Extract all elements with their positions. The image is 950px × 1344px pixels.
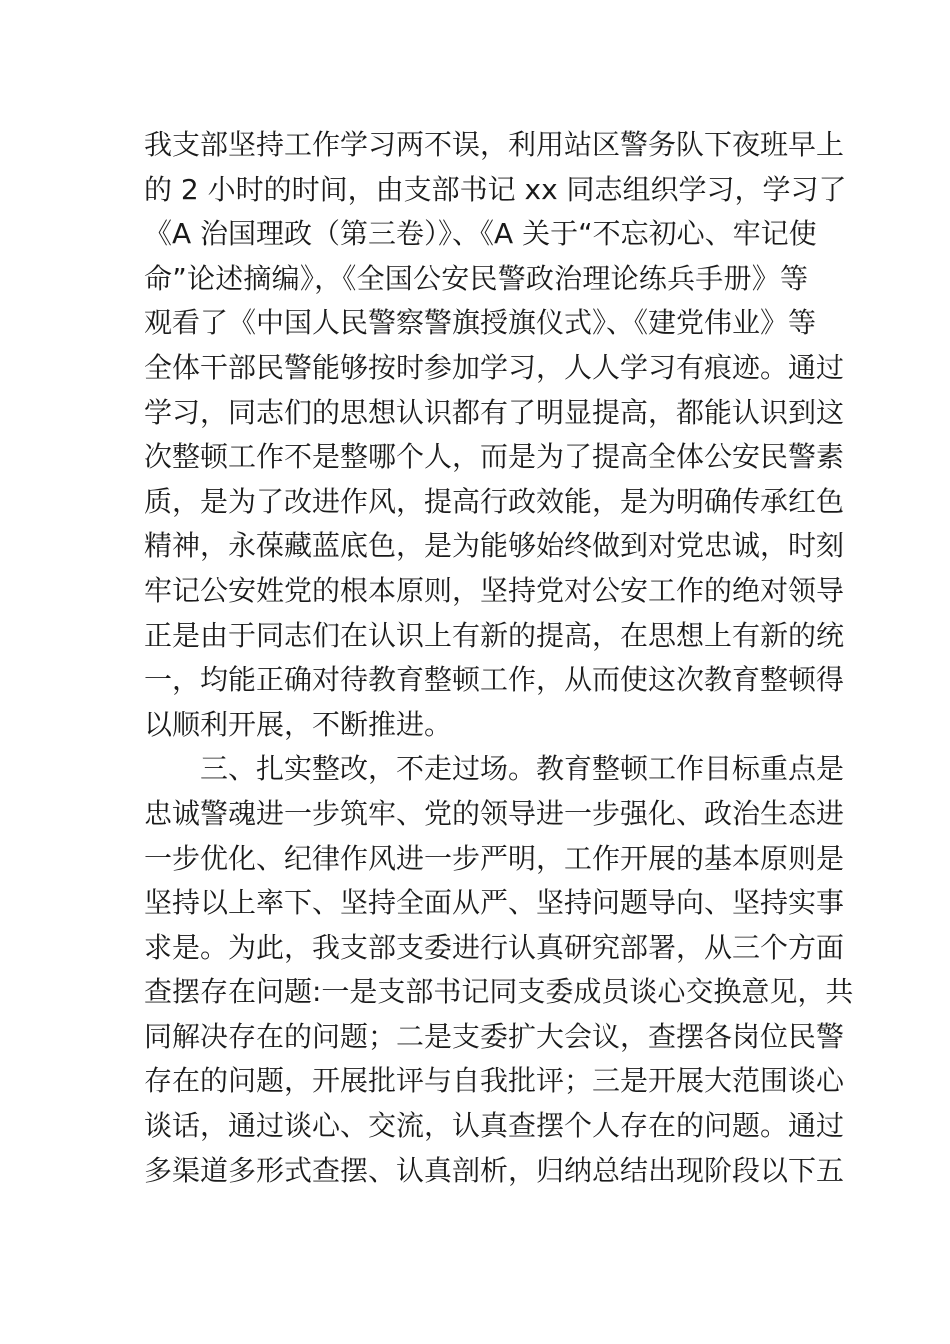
text-line: 求是。为此，我支部支委进行认真研究部署，从三个方面 (144, 930, 845, 964)
text-line: 正是由于同志们在认识上有新的提高，在思想上有新的统 (144, 618, 845, 652)
text-line: 的 2 小时的时间，由支部书记 xx 同志组织学习，学习了 (144, 172, 847, 206)
text-line: 一，均能正确对待教育整顿工作，从而使这次教育整顿得 (144, 663, 845, 697)
text-line: 一步优化、纪律作风进一步严明，工作开展的基本原则是 (144, 841, 845, 875)
text-line: 忠诚警魂进一步筑牢、党的领导进一步强化、政治生态进 (144, 796, 845, 830)
section-heading-line: 三、扎实整改，不走过场。教育整顿工作目标重点是 (200, 752, 845, 786)
paragraph-end-line: 以顺利开展，不断推进。 (144, 707, 453, 741)
text-line: 谈话，通过谈心、交流，认真查摆个人存在的问题。通过 (144, 1109, 845, 1143)
text-line: 我支部坚持工作学习两不误，利用站区警务队下夜班早上 (144, 128, 845, 161)
text-line: 牢记公安姓党的根本原则，坚持党对公安工作的绝对领导 (144, 573, 845, 607)
text-line: 全体干部民警能够按时参加学习，人人学习有痕迹。通过 (144, 350, 845, 384)
text-line: 同解决存在的问题；二是支委扩大会议，查摆各岗位民警 (144, 1019, 845, 1053)
text-line: 学习，同志们的思想认识都有了明显提高，都能认识到这 (144, 395, 845, 429)
text-line: 命”论述摘编》，《全国公安民警政治理论练兵手册》等 (144, 261, 808, 295)
document-body (144, 123, 854, 1193)
text-line: 次整顿工作不是整哪个人，而是为了提高全体公安民警素 (144, 440, 845, 474)
text-line: 存在的问题，开展批评与自我批评；三是开展大范围谈心 (144, 1064, 845, 1098)
text-line: 质，是为了改进作风，提高行政效能，是为明确传承红色 (144, 484, 845, 518)
text-line: 精神，永葆藏蓝底色，是为能够始终做到对党忠诚，时刻 (144, 529, 845, 563)
text-line: 观看了《中国人民警察警旗授旗仪式》、《建党伟业》等 (144, 306, 817, 340)
text-line: 多渠道多形式查摆、认真剖析，归纳总结出现阶段以下五 (144, 1153, 845, 1187)
text-line: 查摆存在问题:一是支部书记同支委成员谈心交换意见，共 (144, 975, 854, 1009)
text-line: 《A 治国理政（第三卷）》、《A 关于“不忘初心、牢记使 (144, 217, 817, 251)
text-line: 坚持以上率下、坚持全面从严、坚持问题导向、坚持实事 (144, 886, 845, 920)
